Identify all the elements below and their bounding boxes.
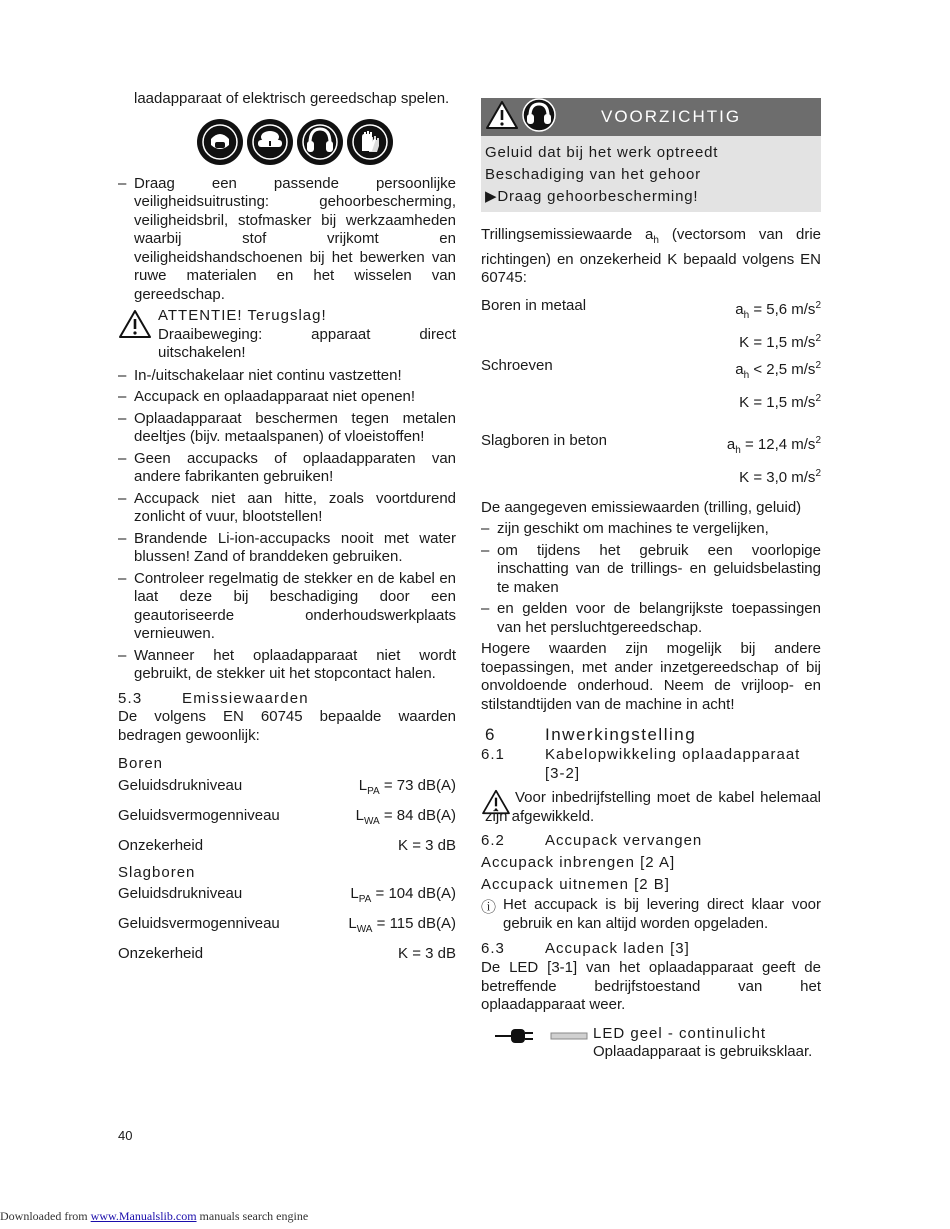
ear-protection-icon (522, 98, 556, 136)
section-intro: De volgens EN 60745 bepaalde waarden bedragen gewoonlijk: (118, 708, 456, 744)
boren-table: Geluidsdrukniveau $L_{PA} = 73$ dB(A) Geluidsvermogenniveau $L_{WA} = 84$ dB(A) Onzekerheid K = 3 dB (118, 776, 456, 854)
warning-triangle-icon (485, 100, 519, 134)
manualslib-link[interactable]: www.Manualslib.com (90, 1209, 197, 1223)
slagboren-table: Geluidsdrukniveau $L_{PA} = 104$ dB(A) Geluidsvermogenniveau $L_{WA} = 115$ dB(A) Onzekerheid K = 3 dB (118, 885, 456, 962)
attention-block (118, 307, 456, 363)
led-intro: De LED [3-1] van het oplaadapparaat geeft de betreffende bedrijfstoestand van het oplaadapparaat weer. (481, 959, 821, 1013)
caution-title: VOORZICHTIG (601, 107, 742, 126)
list-item: – Geen accupacks of oplaadapparaten van andere fabrikanten gebruiken! (118, 449, 456, 485)
ear-protection-icon (297, 119, 343, 165)
list-item: – Draag een passende persoonlijke veiligheidsuitrusting: gehoorbescherming, veiligheidsbril, stofmasker bij werkzaamheden waarbij stof vrijkomt en veiligheidshandschoenen bij het bewerken van ruwe materialen en het wisselen van gereedschap. (118, 174, 456, 303)
caution-line: Geluid dat bij het werk optreedt (485, 144, 719, 161)
info-icon: ⓘ (481, 899, 497, 916)
vibration-intro: Trillingsemissiewaarde $a_h$ (vectorsom van drie richtingen) en onzekerheid K bepaald volgens EN 60745: (481, 226, 821, 286)
info-block (481, 896, 821, 933)
vibration-table: Boren in metaal $a_h = 5,6$ $m/s^2$ K = 1,5 $m/s^2$ Schroeven $a_h < 2,5$ $m/s^2$ K = 1,5 $m/s^2$ Slagboren in beton $a_h = 12,4$ $m/s^2$ K = 3,0 $m/s^2$ (481, 296, 821, 486)
right-column (481, 98, 821, 1062)
list-item: – en gelden voor de belangrijkste toepassingen van het persluchtgereedschap. (481, 600, 821, 636)
attention-text: Draaibeweging: apparaat direct uitschakelen! (158, 325, 456, 361)
section-heading-5-3: 5.3 Emissiewaarden (118, 689, 309, 707)
caution-line: ▶Draag gehoorbescherming! (485, 188, 699, 205)
led-status-row (481, 1025, 821, 1062)
led-text: Oplaadapparaat is gebruiksklaar. (593, 1043, 813, 1060)
list-item: – Accupack niet aan hitte, zoals voortdurend zonlicht of vuur, blootstellen! (118, 489, 456, 525)
section-heading-6-1: 6.1 Kabelopwikkeling oplaadapparaat [3-2] (481, 746, 801, 782)
list-item: – Oplaadapparaat beschermen tegen metalen deeltjes (bijv. metaalspanen) of vloeistoffen! (118, 409, 456, 445)
left-column (118, 90, 456, 966)
charger-plug-icon (481, 1025, 593, 1062)
led-title: LED geel - continulicht (593, 1024, 767, 1042)
caution-box (481, 98, 821, 212)
safety-glasses-icon (247, 119, 293, 165)
list-item: – om tijdens het gebruik een voorlopige inschatting van de trillings- en geluidsbelasting te maken (481, 541, 821, 596)
download-footer: Downloaded from www.Manualslib.com manuals search engine (0, 1209, 309, 1223)
section-heading-6: 6 Inwerkingstelling (485, 725, 697, 744)
list-item: – zijn geschikt om machines te vergelijken, (481, 520, 769, 537)
warning-triangle-icon (118, 307, 152, 363)
list-item: – Accupack en oplaadapparaat niet openen! (118, 388, 416, 405)
list-item: – Controleer regelmatig de stekker en de kabel en laat deze bij beschadiging door een geautoriseerde onderhoudswerkplaats vernieuwen. (118, 569, 456, 642)
cable-warning (481, 789, 821, 826)
insert-accupack: Accupack inbrengen [2 A] (481, 854, 676, 871)
emission-intro: De aangegeven emissiewaarden (trilling, geluid) (481, 498, 802, 516)
ppe-icons (118, 119, 456, 165)
gloves-icon (347, 119, 393, 165)
dust-mask-icon (197, 119, 243, 165)
remove-accupack: Accupack uitnemen [2 B] (481, 876, 670, 893)
emission-outro: Hogere waarden zijn mogelijk bij andere toepassingen, met ander inzetgereedschap of bij onvoldoende onderhoud. Neem de vrijloop- en stilstandtijden van de machine in acht! (481, 640, 821, 713)
list-item: – In-/uitschakelaar niet continu vastzetten! (118, 366, 402, 384)
cable-warning-text: Voor inbedrijfstelling moet de kabel helemaal zijn afgewikkeld. (485, 789, 821, 825)
section-heading-6-3: 6.3 Accupack laden [3] (481, 940, 690, 957)
info-text: Het accupack is bij levering direct klaar voor gebruik en kan altijd worden opgeladen. (503, 896, 821, 932)
list-item: – Wanneer het oplaadapparaat niet wordt gebruikt, de stekker uit het stopcontact halen. (118, 646, 456, 682)
safety-list (118, 367, 456, 684)
slagboren-heading: Slagboren (118, 863, 196, 881)
section-heading-6-2: 6.2 Accupack vervangen (481, 832, 703, 849)
caution-line: Beschadiging van het gehoor (485, 166, 701, 183)
attention-title: ATTENTIE! Terugslag! (158, 307, 327, 324)
emission-list (481, 520, 821, 637)
page-number: 40 (118, 1128, 133, 1143)
boren-heading: Boren (118, 755, 164, 772)
list-item: – Brandende Li-ion-accupacks nooit met water blussen! Zand of branddeken gebruiken. (118, 529, 456, 565)
intro-text: laadapparaat of elektrisch gereedschap spelen. (134, 90, 450, 107)
